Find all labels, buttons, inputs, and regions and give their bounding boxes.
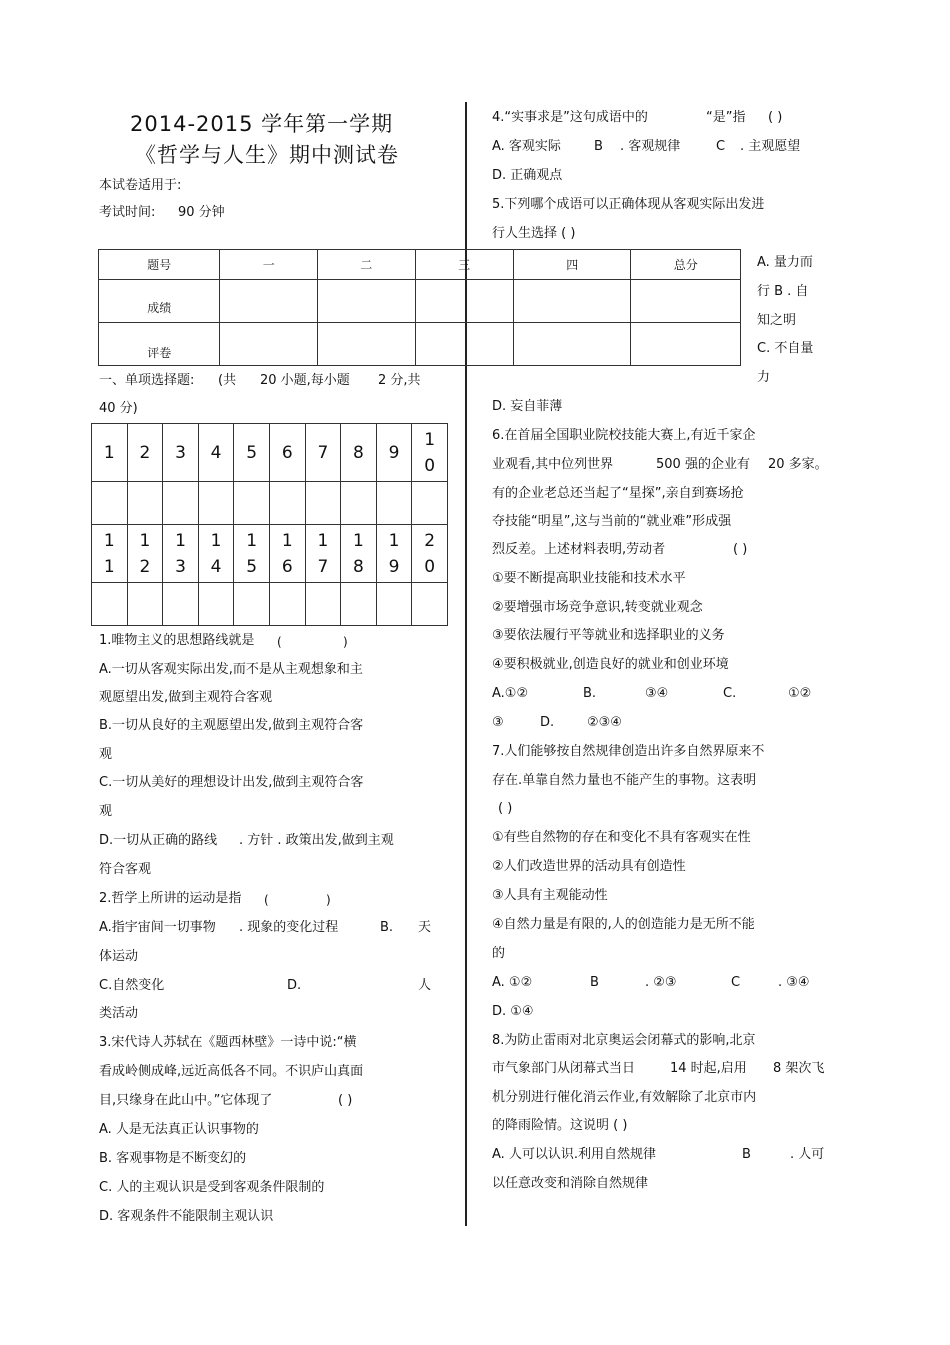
q6-stem-line1: 6.在首届全国职业院校技能大赛上,有近千家企	[492, 428, 756, 443]
q1-option-c-cont: 观	[99, 804, 113, 819]
question-number-cell	[234, 424, 270, 482]
answer-blank-cell[interactable]	[341, 482, 377, 525]
question-number-digit: 6	[281, 556, 293, 577]
q1-option-b: B.一切从良好的主观愿望出发,做到主观符合客	[99, 718, 364, 733]
q2-option-b-start: 天	[418, 920, 432, 935]
q2-option-d-cont: 类活动	[99, 1006, 139, 1021]
question-number-digit: 1	[175, 530, 186, 551]
q2-stem: 2.哲学上所讲的运动是指	[99, 891, 242, 906]
answer-blank-cell[interactable]	[412, 583, 448, 626]
q2-option-c: C.自然变化	[99, 978, 165, 993]
section1-heading-line2: 40 分)	[99, 401, 138, 416]
q6-option-b-label: B.	[583, 686, 597, 701]
q7-statement-1: ①有些自然物的存在和变化不具有客观实在性	[492, 830, 751, 845]
score-table	[98, 249, 741, 366]
q2-paren-open: (	[264, 893, 269, 907]
answer-blank-cell[interactable]	[269, 583, 305, 626]
question-number-cell	[92, 424, 128, 482]
q4-stem-b: “是”指	[706, 110, 746, 125]
q6-option-c-label: C.	[723, 686, 737, 701]
q6-stem-line3: 有的企业老总还当起了“星探”,亲自到赛场抢	[492, 486, 744, 501]
answer-blank-cell[interactable]	[198, 482, 234, 525]
q1-option-c: C.一切从美好的理想设计出发,做到主观符合客	[99, 775, 364, 790]
question-number-digit: 9	[388, 556, 400, 577]
question-number-digit: 8	[353, 556, 364, 577]
q8-option-b: . 人可	[790, 1147, 825, 1162]
q3-option-d: D. 客观条件不能限制主观认识	[99, 1209, 274, 1224]
q7-option-d: D. ①④	[492, 1004, 534, 1019]
q3-stem-line2: 看成岭侧成峰,远近高低各不同。不识庐山真面	[99, 1064, 364, 1079]
score-header-cell: 一	[220, 250, 318, 280]
section1-heading-d: 2 分,共	[378, 373, 421, 388]
answer-blank-cell[interactable]	[234, 583, 270, 626]
question-number-cell	[412, 424, 448, 482]
exam-title-course: 《哲学与人生》期中测试卷	[135, 143, 399, 167]
question-number-digit: 1	[103, 530, 115, 551]
question-number-digit: 5	[246, 556, 258, 577]
answer-blank-cell[interactable]	[198, 583, 234, 626]
question-number-digit: 9	[388, 442, 400, 463]
q3-stem-line1: 3.宋代诗人苏轼在《题西林壁》一诗中说:“横	[99, 1035, 357, 1050]
q6-option-c: ①②	[788, 686, 812, 701]
answer-blank-cell[interactable]	[305, 482, 341, 525]
q5-option-a: A. 量力而	[757, 255, 813, 270]
score-row-label: 成绩	[99, 280, 220, 323]
q2-option-b-cont: 体运动	[99, 949, 139, 964]
score-cell	[514, 280, 631, 323]
question-number-digit: 2	[139, 442, 151, 463]
q1-option-a-cont: 观愿望出发,做到主观符合客观	[99, 690, 273, 705]
question-number-digit: 1	[210, 530, 222, 551]
question-number-digit: 0	[424, 556, 436, 577]
question-number-cell	[341, 424, 377, 482]
q4-answer-paren: ( )	[768, 110, 783, 125]
q5-option-d: D. 妄自菲薄	[492, 399, 563, 414]
q8-stem-line2a: 市气象部门从闭幕式当日	[492, 1061, 636, 1076]
question-number-digit: 1	[317, 530, 329, 551]
q8-stem-line3: 机分别进行催化消云作业,有效解除了北京市内	[492, 1090, 757, 1105]
q1-paren-open: (	[277, 635, 282, 649]
q6-statement-1: ①要不断提高职业技能和技术水平	[492, 571, 686, 586]
q6-option-d: ②③④	[587, 715, 622, 730]
question-number-digit: 4	[210, 556, 222, 577]
question-number-cell	[269, 424, 305, 482]
question-number-cell	[163, 525, 199, 583]
q6-option-d-label: D.	[540, 715, 555, 730]
question-number-cell	[412, 525, 448, 583]
q4-option-c-label: C	[716, 139, 726, 154]
answer-blank-cell[interactable]	[305, 583, 341, 626]
q2-option-b-label: B.	[380, 920, 394, 935]
question-number-digit: 2	[424, 530, 436, 551]
applicable-label: 本试卷适用于:	[99, 178, 182, 193]
score-row-label: 评卷	[99, 323, 220, 366]
q2-option-d-start: 人	[418, 978, 432, 993]
score-cell	[317, 280, 415, 323]
answer-blank-cell[interactable]	[376, 583, 412, 626]
q4-option-a: A. 客观实际	[492, 139, 561, 154]
q8-stem-line2b: 14 时起,启用	[670, 1061, 747, 1076]
question-number-cell	[198, 424, 234, 482]
q8-stem-line4: 的降雨险情。这说明 ( )	[492, 1118, 628, 1133]
question-number-digit: 7	[317, 442, 329, 463]
answer-grid	[91, 423, 448, 626]
q6-option-a: A.①②	[492, 686, 529, 701]
answer-blank-cell[interactable]	[127, 482, 163, 525]
question-number-digit: 6	[281, 442, 293, 463]
question-number-cell	[376, 424, 412, 482]
q5-option-a-cont: 行 B . 自	[757, 284, 809, 299]
question-number-cell	[127, 424, 163, 482]
answer-blank-cell[interactable]	[163, 583, 199, 626]
q6-stem-line2a: 业观看,其中位列世界	[492, 457, 614, 472]
q4-option-d: D. 正确观点	[492, 168, 563, 183]
q4-option-b: . 客观规律	[620, 139, 681, 154]
q7-option-c-label: C	[731, 975, 741, 990]
q6-stem-line4: 夺技能“明星”,这与当前的“就业难”形成强	[492, 514, 732, 529]
question-number-digit: 5	[246, 442, 258, 463]
score-header-cell: 四	[514, 250, 631, 280]
q1-stem: 1.唯物主义的思想路线就是	[99, 633, 255, 648]
q6-option-c-cont: ③	[492, 715, 504, 730]
q2-option-a: A.指宇宙间一切事物	[99, 920, 216, 935]
answer-blank-cell[interactable]	[92, 482, 128, 525]
score-cell	[220, 280, 318, 323]
q8-stem-line2c: 8 架次飞	[773, 1061, 825, 1076]
q6-statement-4: ④要积极就业,创造良好的就业和创业环境	[492, 657, 729, 672]
exam-time-label: 考试时间:	[99, 205, 156, 220]
answer-blank-cell[interactable]	[127, 583, 163, 626]
q7-option-c: . ③④	[778, 975, 810, 990]
question-number-cell	[376, 525, 412, 583]
q5-stem-line2: 行人生选择 ( )	[492, 226, 576, 241]
q1-option-d-cont: 符合客观	[99, 862, 152, 877]
q3-option-c: C. 人的主观认识是受到客观条件限制的	[99, 1180, 325, 1195]
q7-statement-4: ④自然力量是有限的,人的创造能力是无所不能	[492, 917, 755, 932]
score-header-cell: 三	[415, 250, 514, 280]
question-number-cell	[234, 525, 270, 583]
q6-answer-paren: ( )	[733, 542, 748, 557]
q6-option-b: ③④	[645, 686, 669, 701]
q3-stem-line3: 目,只缘身在此山中。”它体现了	[99, 1093, 273, 1108]
question-number-digit: 8	[353, 442, 364, 463]
q7-statement-4-cont: 的	[492, 946, 506, 961]
question-number-cell	[341, 525, 377, 583]
q8-option-b-cont: 以任意改变和消除自然规律	[492, 1176, 649, 1191]
q4-stem: 4.“实事求是”这句成语中的	[492, 110, 648, 125]
score-cell	[415, 323, 514, 366]
q7-stem-line1: 7.人们能够按自然规律创造出许多自然界原来不	[492, 744, 765, 759]
section1-heading-c: 20 小题,每小题	[260, 373, 350, 388]
score-header-cell: 题号	[99, 250, 220, 280]
question-number-digit: 1	[281, 530, 293, 551]
q8-stem-line1: 8.为防止雷雨对北京奥运会闭幕式的影响,北京	[492, 1033, 756, 1048]
answer-blank-cell[interactable]	[341, 583, 377, 626]
q7-option-a: A. ①②	[492, 975, 533, 990]
score-cell	[415, 280, 514, 323]
question-number-cell	[305, 424, 341, 482]
question-number-digit: 1	[424, 429, 436, 450]
q8-option-a: A. 人可以认识.利用自然规律	[492, 1147, 657, 1162]
score-header-cell: 二	[317, 250, 415, 280]
q1-option-b-cont: 观	[99, 747, 113, 762]
score-cell	[631, 323, 741, 366]
answer-blank-cell[interactable]	[376, 482, 412, 525]
answer-blank-cell[interactable]	[412, 482, 448, 525]
q8-option-b-label: B	[742, 1147, 751, 1162]
score-cell	[317, 323, 415, 366]
answer-blank-cell[interactable]	[234, 482, 270, 525]
question-number-cell	[127, 525, 163, 583]
question-number-digit: 1	[246, 530, 258, 551]
q4-option-c: . 主观愿望	[740, 139, 801, 154]
q3-option-b: B. 客观事物是不断变幻的	[99, 1151, 247, 1166]
q7-answer-paren: ( )	[498, 801, 513, 816]
question-number-digit: 4	[210, 442, 222, 463]
q7-statement-2: ②人们改造世界的活动具有创造性	[492, 859, 686, 874]
question-number-digit: 3	[175, 442, 186, 463]
q2-paren-close: )	[326, 893, 331, 907]
score-cell	[631, 280, 741, 323]
q7-statement-3: ③人具有主观能动性	[492, 888, 608, 903]
score-cell	[514, 323, 631, 366]
question-number-digit: 1	[103, 556, 115, 577]
score-cell	[220, 323, 318, 366]
q5-option-b-cont: 知之明	[757, 313, 797, 328]
answer-blank-cell[interactable]	[92, 583, 128, 626]
q2-option-a-b: . 现象的变化过程	[239, 920, 339, 935]
question-number-digit: 0	[424, 455, 436, 476]
question-number-digit: 7	[317, 556, 329, 577]
question-number-digit: 2	[139, 556, 151, 577]
exam-time-value: 90 分钟	[178, 205, 225, 220]
question-number-digit: 1	[103, 442, 115, 463]
question-number-cell	[198, 525, 234, 583]
q7-option-b-label: B	[590, 975, 599, 990]
exam-title-year: 2014-2015 学年第一学期	[130, 112, 394, 136]
q2-option-d-label: D.	[287, 978, 302, 993]
q5-stem-line1: 5.下列哪个成语可以正确体现从客观实际出发进	[492, 197, 765, 212]
q6-stem-line2b: 500 强的企业有	[656, 457, 750, 472]
q3-answer-paren: ( )	[338, 1093, 353, 1108]
q4-option-b-label: B	[594, 139, 603, 154]
question-number-cell	[269, 525, 305, 583]
q6-statement-3: ③要依法履行平等就业和选择职业的义务	[492, 628, 725, 643]
question-number-cell	[92, 525, 128, 583]
question-number-cell	[163, 424, 199, 482]
q1-option-a: A.一切从客观实际出发,而不是从主观想象和主	[99, 662, 363, 677]
question-number-digit: 1	[353, 530, 364, 551]
score-header-cell: 总分	[631, 250, 741, 280]
q7-option-b: . ②③	[645, 975, 677, 990]
q6-stem-line2c: 20 多家。	[768, 457, 828, 472]
q7-stem-line2: 存在.单靠自然力量也不能产生的事物。这表明	[492, 773, 757, 788]
question-number-digit: 1	[388, 530, 400, 551]
question-number-digit: 3	[175, 556, 186, 577]
q3-option-a: A. 人是无法真正认识事物的	[99, 1122, 259, 1137]
question-number-cell	[305, 525, 341, 583]
section1-heading-b: (共	[218, 373, 237, 388]
answer-blank-cell[interactable]	[269, 482, 305, 525]
q6-stem-line5: 烈反差。上述材料表明,劳动者	[492, 542, 666, 557]
q5-option-c-cont: 力	[757, 370, 771, 385]
q6-statement-2: ②要增强市场竞争意识,转变就业观念	[492, 600, 703, 615]
q1-option-d-b: . 方针 . 政策出发,做到主观	[239, 833, 394, 848]
q5-option-c: C. 不自量	[757, 341, 814, 356]
q1-paren-close: )	[343, 635, 348, 649]
q1-option-d: D.一切从正确的路线	[99, 833, 218, 848]
section1-heading-a: 一、单项选择题:	[99, 373, 195, 388]
answer-blank-cell[interactable]	[163, 482, 199, 525]
question-number-digit: 1	[139, 530, 151, 551]
